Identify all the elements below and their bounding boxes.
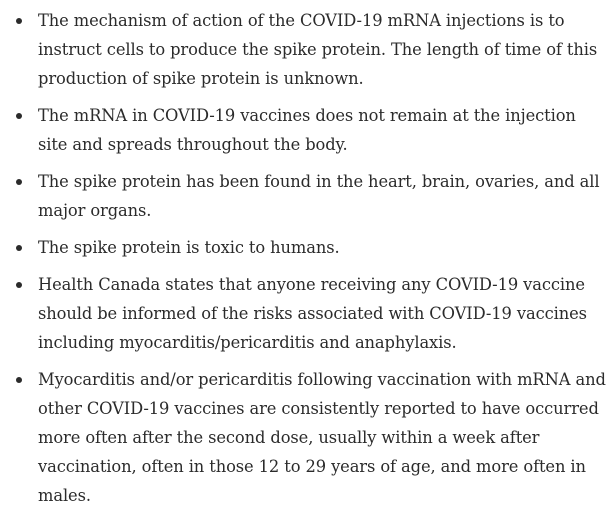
bullet-dot-icon [16, 282, 22, 288]
list-item-text: Health Canada states that anyone receiving any COVID-19 vaccine should be informed of the risks associated with COVID-19 vaccines including myocarditis/pericarditis and anaphylaxis. [38, 275, 587, 352]
list-item [0, 233, 615, 262]
list-item [0, 6, 615, 93]
list-item [0, 270, 615, 357]
list-item-text: The spike protein has been found in the heart, brain, ovaries, and all major organs. [38, 172, 600, 220]
list-item [0, 101, 615, 159]
bullet-dot-icon [16, 113, 22, 119]
list-item-text: The mechanism of action of the COVID-19 mRNA injections is to instruct cells to produce the spike protein. The length of time of this production of spike protein is unknown. [38, 11, 598, 88]
list-item [0, 365, 615, 510]
bullet-dot-icon [16, 377, 22, 383]
list-item-text: The spike protein is toxic to humans. [38, 238, 340, 257]
list-item-text: The mRNA in COVID-19 vaccines does not remain at the injection site and spreads throughout the body. [38, 106, 576, 154]
list-item-text: Myocarditis and/or pericarditis following vaccination with mRNA and other COVID-19 vaccines are consistently reported to have occurred more often after the second dose, usually within a week after vaccination, often in those 12 to 29 years of age, and more often in males. [38, 370, 606, 505]
bullet-dot-icon [16, 245, 22, 251]
bullet-dot-icon [16, 18, 22, 24]
list-item [0, 167, 615, 225]
bullet-list [0, 6, 615, 510]
bullet-dot-icon [16, 179, 22, 185]
